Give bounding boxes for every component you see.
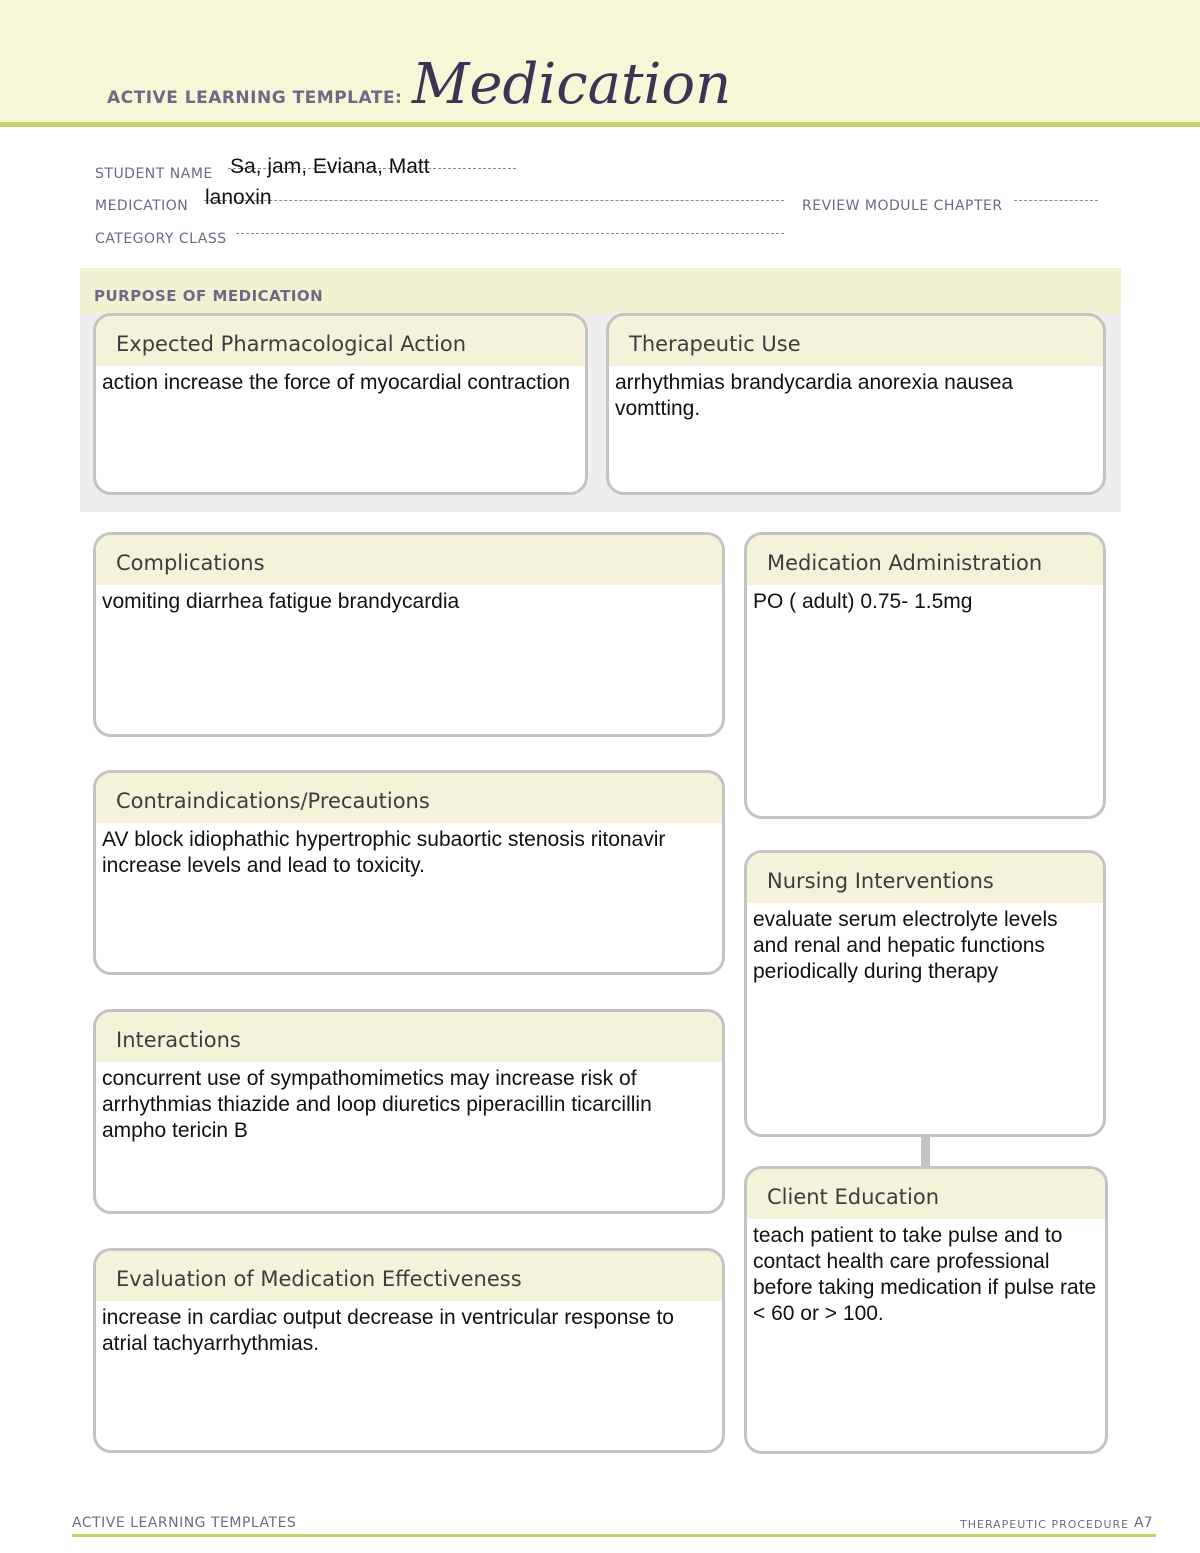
card-title: Medication Administration: [767, 551, 1043, 575]
student-name-value[interactable]: Sa, jam, Eviana, Matt: [230, 155, 430, 178]
footer-page-number: A7: [1134, 1515, 1153, 1531]
card-title: Therapeutic Use: [629, 332, 801, 356]
card-expected-action: [93, 313, 588, 495]
card-body[interactable]: increase in cardiac output decrease in ventricular response to atrial tachyarrhythmias.: [102, 1306, 674, 1355]
student-name-label: STUDENT NAME: [95, 166, 213, 182]
card-header: [747, 1169, 1105, 1219]
template-prefix: ACTIVE LEARNING TEMPLATE:: [107, 88, 403, 108]
footer-right-label: THERAPEUTIC PROCEDURE: [960, 1518, 1130, 1531]
card-interactions: [93, 1009, 725, 1214]
card-title: Evaluation of Medication Effectiveness: [116, 1267, 522, 1291]
card-header: [96, 316, 585, 366]
card-body[interactable]: AV block idiophathic hypertrophic subaortic stenosis ritonavir increase levels and lead to toxicity.: [102, 828, 666, 877]
card-complications: [93, 532, 725, 737]
category-class-line[interactable]: [236, 233, 784, 234]
review-module-line[interactable]: [1014, 200, 1098, 201]
card-body[interactable]: evaluate serum electrolyte levels and renal and hepatic functions periodically during therapy: [753, 908, 1058, 983]
card-title: Expected Pharmacological Action: [116, 332, 467, 356]
card-medication-administration: [744, 532, 1106, 819]
card-header: [96, 535, 722, 585]
footer-rule: [72, 1534, 1156, 1537]
card-body[interactable]: concurrent use of sympathomimetics may increase risk of arrhythmias thiazide and loop diuretics piperacillin ticarcillin ampho tericin B: [102, 1067, 652, 1142]
review-module-label: REVIEW MODULE CHAPTER: [802, 198, 1003, 214]
card-body[interactable]: teach patient to take pulse and to contact health care professional before taking medication if pulse rate < 60 or > 100.: [753, 1224, 1097, 1325]
header-rule: [0, 122, 1200, 127]
card-therapeutic-use: [606, 313, 1106, 495]
category-class-label: CATEGORY CLASS: [95, 231, 227, 247]
medication-line: [204, 200, 784, 201]
card-body[interactable]: PO ( adult) 0.75- 1.5mg: [753, 590, 973, 613]
card-header: [96, 1012, 722, 1062]
card-header: [96, 1251, 722, 1301]
page-title: Medication: [412, 52, 732, 117]
connector-bar: [921, 1136, 930, 1166]
card-body[interactable]: action increase the force of myocardial contraction: [102, 371, 571, 394]
card-title: Complications: [116, 551, 265, 575]
card-header: [747, 535, 1103, 585]
card-body[interactable]: vomiting diarrhea fatigue brandycardia: [102, 590, 460, 613]
card-nursing-interventions: [744, 850, 1106, 1137]
card-header: [96, 773, 722, 823]
card-header: [609, 316, 1103, 366]
medication-value[interactable]: lanoxin: [205, 186, 272, 209]
medication-label: MEDICATION: [95, 198, 189, 214]
card-evaluation: [93, 1248, 725, 1453]
purpose-label: PURPOSE OF MEDICATION: [94, 287, 324, 305]
card-body[interactable]: arrhythmias brandycardia anorexia nausea vomtting.: [615, 371, 1014, 420]
card-title: Interactions: [116, 1028, 241, 1052]
card-title: Contraindications/Precautions: [116, 789, 430, 813]
card-header: [747, 853, 1103, 903]
card-contraindications: [93, 770, 725, 975]
card-title: Nursing Interventions: [767, 869, 994, 893]
card-client-education: [744, 1166, 1108, 1454]
card-title: Client Education: [767, 1185, 940, 1209]
footer-left-label: ACTIVE LEARNING TEMPLATES: [72, 1515, 297, 1531]
